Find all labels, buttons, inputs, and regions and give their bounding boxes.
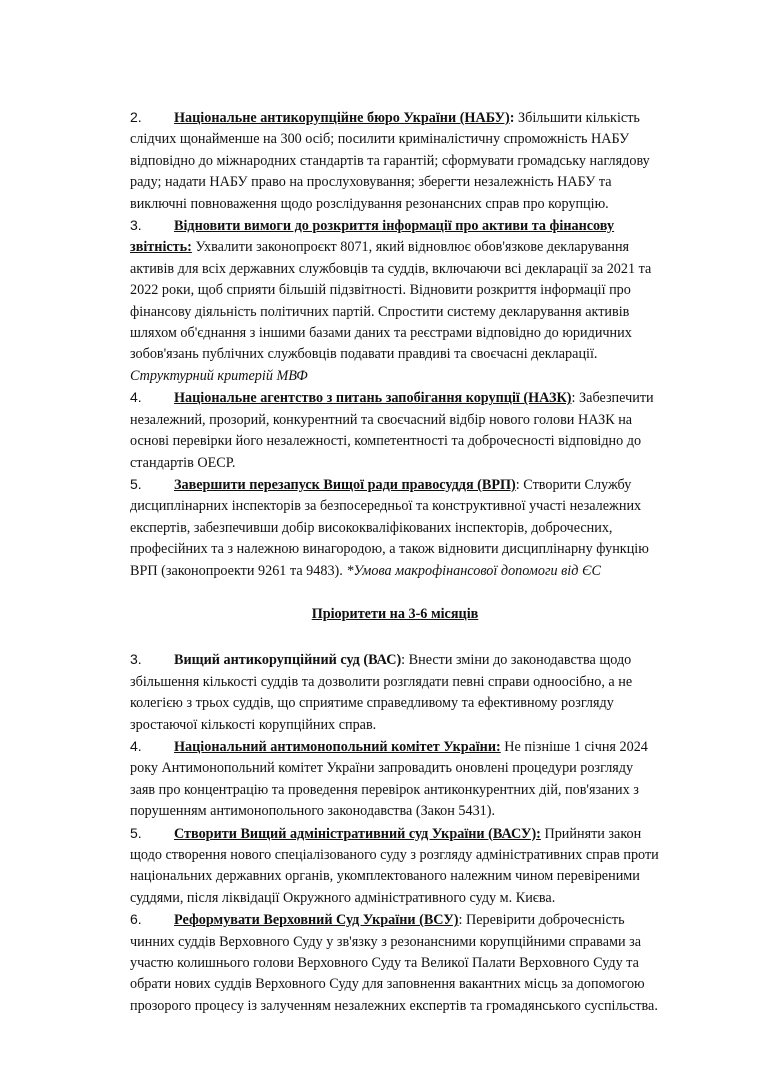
item-heading: Реформувати Верховний Суд України (ВСУ) xyxy=(174,912,459,929)
item-number: 3. xyxy=(130,217,142,234)
item-text: Збільшити кількість слідчих щонайменше на 300 осіб; посилити криміналістичну спроможність НАБУ відповідно до міжнародних стандартів та гарантій; сформувати громадську наглядову раду; надати НАБУ право на прослуховування; зберегти незалежність НАБУ та виключні повноваження щодо розслідування резонансних справ про корупцію. xyxy=(130,110,650,212)
item-number: 5. xyxy=(130,824,142,841)
item-number: 2. xyxy=(130,109,142,125)
item-high-admin-court xyxy=(130,823,660,910)
item-text: Перевірити доброчесність чинних суддів Верховного Суду у зв'язку з резонансними корупційними справами за участю колишнього голови Верховного Суду та Великої Палати Верховного Суду та обрати нових суддів Верховного Суду для заповнення вакантних місць за допомогою прозорого процесу із залученням незалежних експертів та громадянського суспільства. xyxy=(130,912,658,1014)
item-number: 4. xyxy=(130,389,142,406)
item-amcu xyxy=(130,736,660,823)
item-heading-suffix: : xyxy=(509,110,515,126)
document-page xyxy=(130,107,660,1017)
item-note: Структурний критерій МВФ xyxy=(130,367,308,384)
item-heading-suffix: : xyxy=(571,390,576,407)
item-note: *Умова макрофінансової допомоги від ЄС xyxy=(346,562,601,579)
item-heading: Створити Вищий адміністративний суд України (ВАСУ): xyxy=(174,825,541,842)
item-asset-disclosure xyxy=(130,215,660,366)
item-heading: Національне агентство з питань запобігання корупції (НАЗК) xyxy=(174,390,572,407)
item-heading: Вищий антикорупційний суд (ВАС) xyxy=(174,652,402,669)
item-heading: Відновити вимоги до розкриття інформації про активи та фінансову звітність: xyxy=(130,218,615,256)
item-number: 5. xyxy=(130,475,142,492)
item-nabu xyxy=(130,107,660,215)
section-title: Пріоритети на 3-6 місяців xyxy=(311,605,479,622)
item-text: Забезпечити незалежний, прозорий, конкурентний та своєчасний відбір нового голови НАЗК на основі перевірки його незалежності, компетентності та доброчесності відповідно до стандартів ОЕСР. xyxy=(130,390,654,471)
item-number: 6. xyxy=(130,911,142,928)
item-text: Внести зміни до законодавства щодо збільшення кількості суддів та дозволити розглядати певні справи одноосібно, а не колегією з трьох суддів, що сприятиме справедливому та ефективному розгляду зростаючої кількості корупційних справ. xyxy=(130,652,633,733)
item-hacc xyxy=(130,649,660,736)
item-supreme-court xyxy=(130,909,660,1017)
item-text: Створити Службу дисциплінарних інспекторів за безпосередньої та конструктивної участі незалежних експертів, забезпечивши добір висококваліфікованих інспекторів, доброчесних, професійних та з належною винагородою, а також відновити дисциплінарну функцію ВРП (законопроекти 9261 та 9483). xyxy=(130,476,649,579)
item-number: 3. xyxy=(130,651,142,668)
item-number: 4. xyxy=(130,737,142,754)
item-heading-suffix: : xyxy=(401,652,406,669)
item-heading: Завершити перезапуск Вищої ради правосуддя (ВРП) xyxy=(174,476,516,493)
item-nazk xyxy=(130,387,660,474)
item-text: Не пізніше 1 січня 2024 року Антимонопольний комітет України запровадить оновлені процедури розгляду заяв про концентрацію та проведення перевірок антиконкурентних дій, пов'язаних з порушенням антимонопольного законодавства (Закон 5431). xyxy=(130,738,648,820)
item-hcj xyxy=(130,474,660,582)
item-heading: Національний антимонопольний комітет України: xyxy=(174,738,501,755)
item-text: Ухвалити законопроєкт 8071, який відновлює обов'язкове декларування активів для всіх державних службовців та суддів, включаючи всі декларації за 2021 та 2022 роки, щоб сприяти більшій підзвітності. Відновити розкриття інформації про фінансову діяльність політичних партій. Спростити систему декларування активів шляхом об'єднання з іншими базами даних та реєстрами відповідно до юридичних зобов'язань публічних службовців подавати правдиві та своєчасні декларації. xyxy=(130,239,652,363)
item-heading-suffix: : xyxy=(458,912,463,929)
item-heading-suffix: : xyxy=(515,476,520,493)
item-heading: Національне антикорупційне бюро України (НАБУ) xyxy=(174,110,510,126)
item-text: Прийняти закон щодо створення нового спеціалізованого суду з розгляду адміністративних справ проти національних державних органів, укомплектованого належним чином перевіреними суддями, після ліквідації Окружного адміністративного суду м. Києва. xyxy=(130,825,659,906)
